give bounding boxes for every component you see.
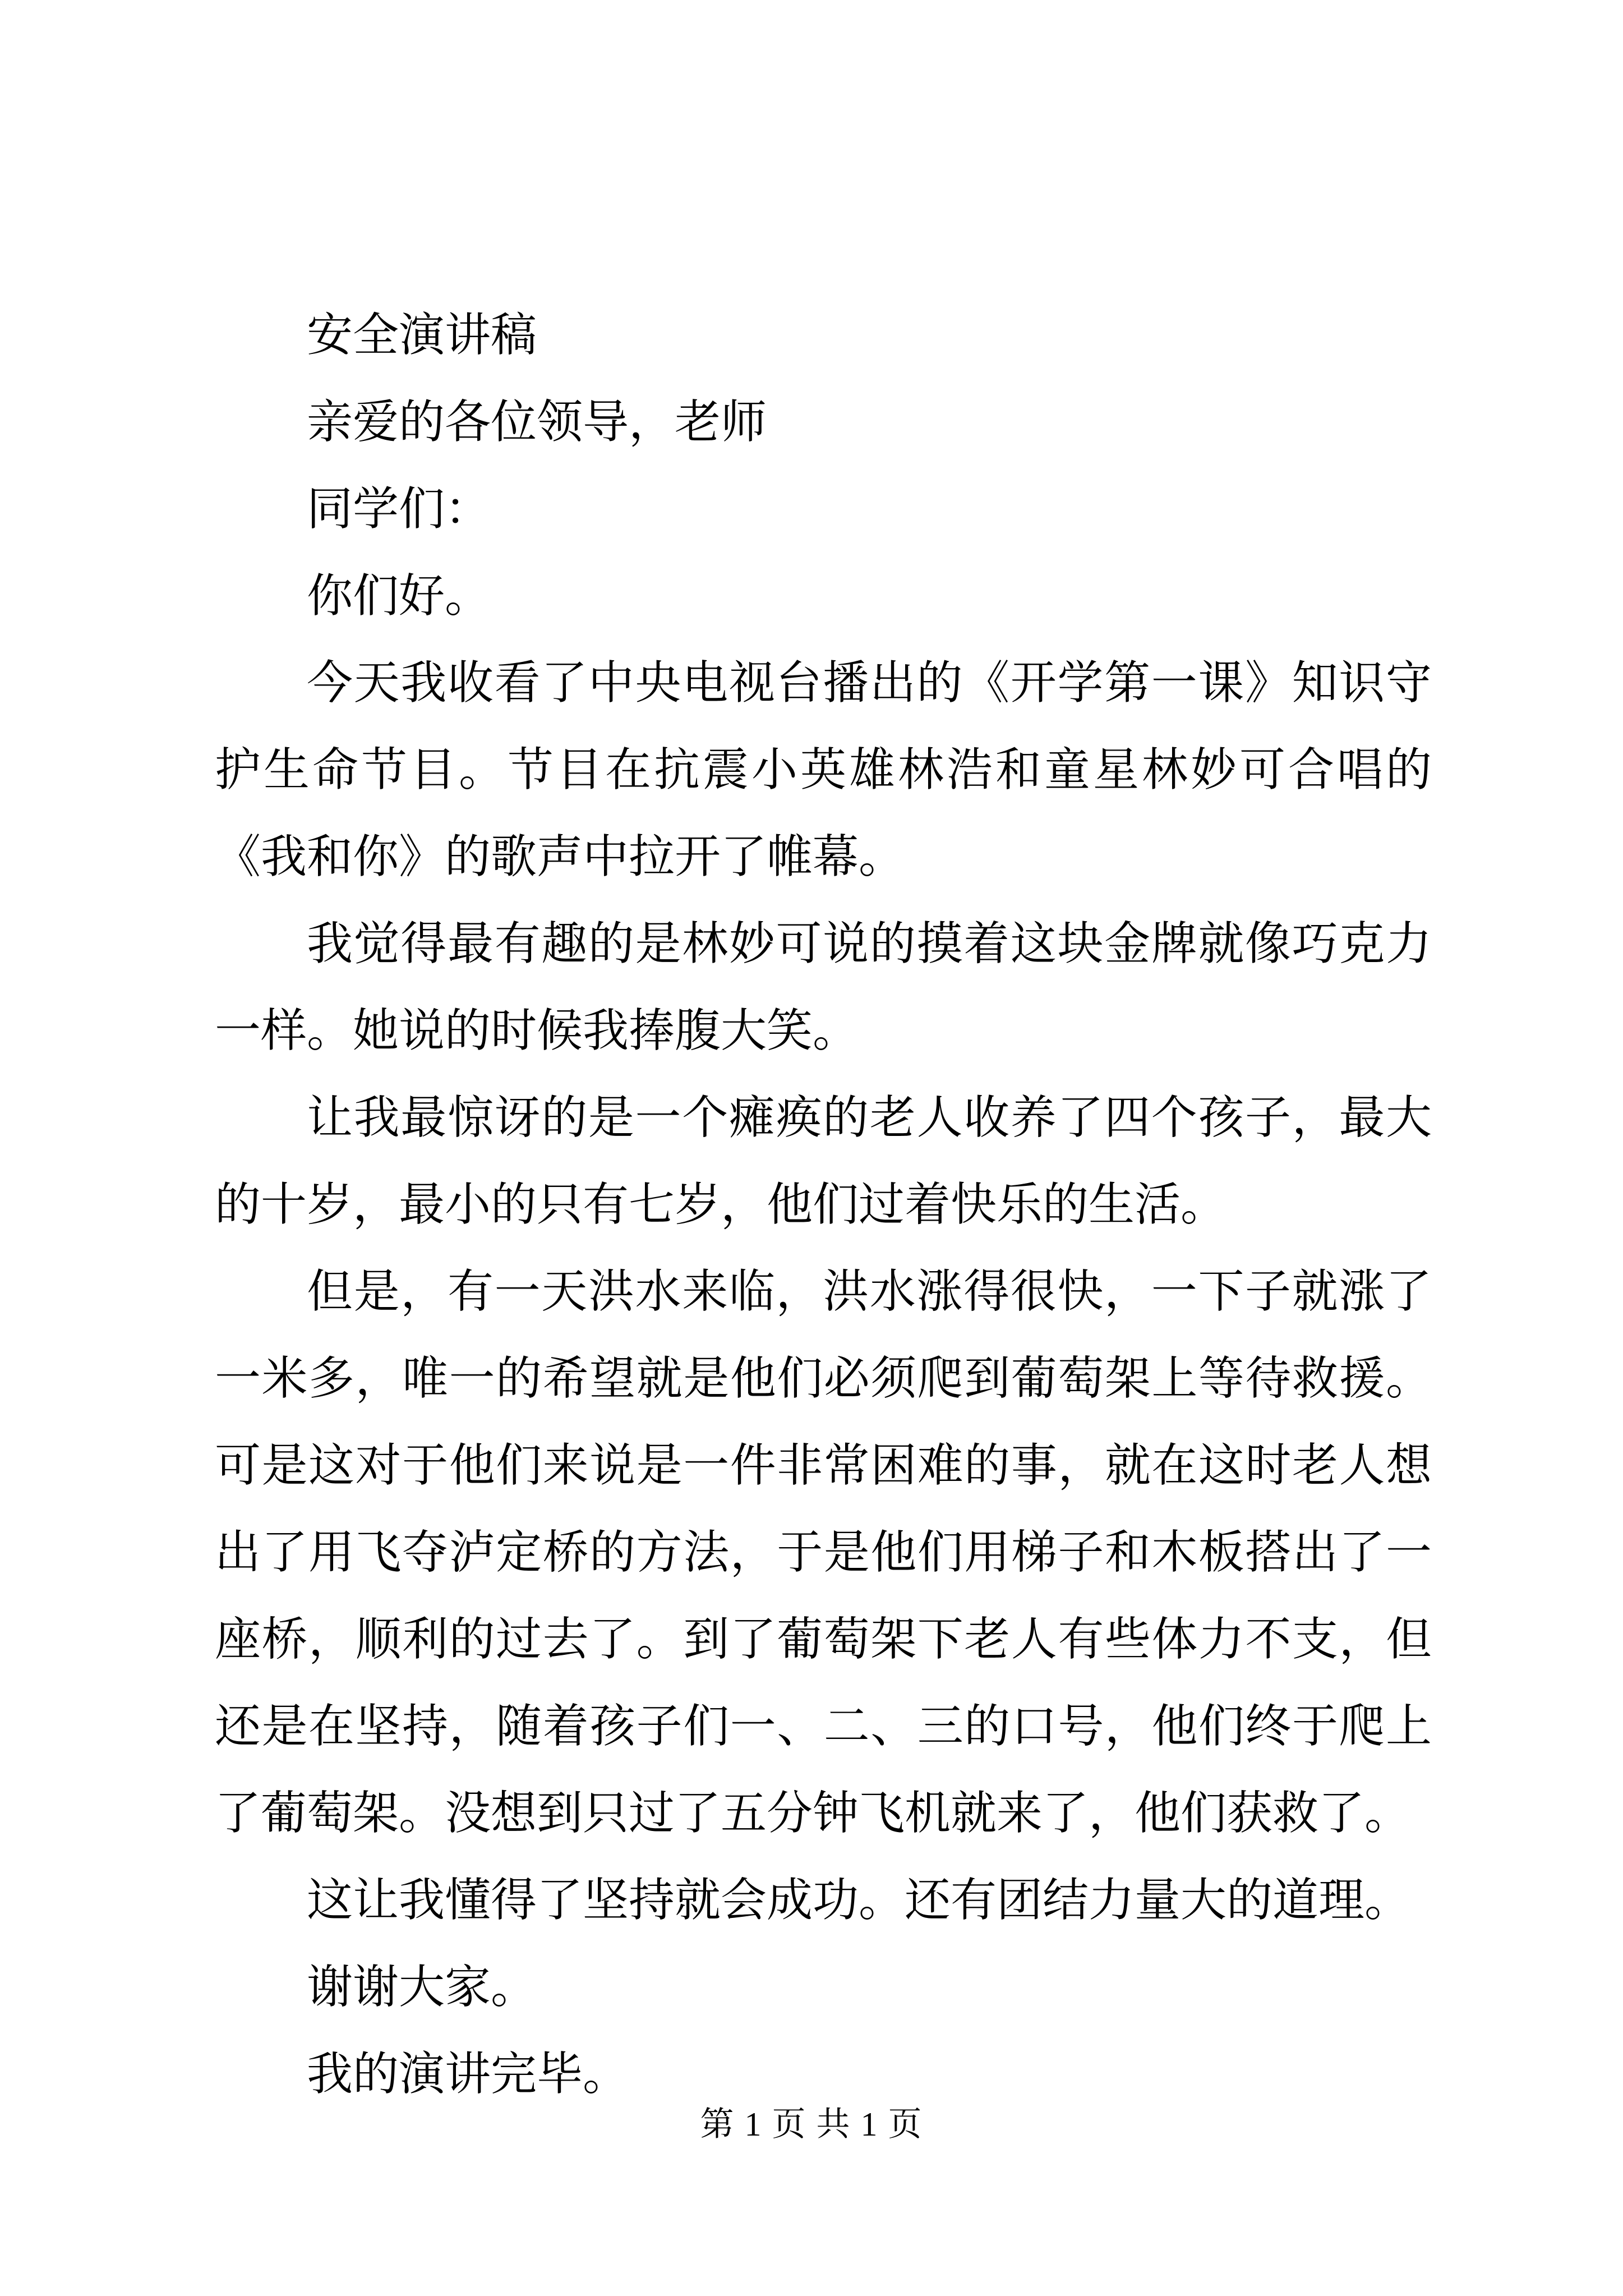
greeting-line-1: 亲爱的各位领导，老师 — [307, 395, 767, 449]
paragraph-2: 我觉得最有趣的是林妙可说的摸着这块金牌就像巧克力一样。她说的时候我捧腹大笑。 — [215, 917, 1432, 1057]
document-body — [215, 292, 1432, 2118]
hello-line: 你们好。 — [307, 569, 491, 623]
paragraph-3: 让我最惊讶的是一个瘫痪的老人收养了四个孩子，最大的十岁，最小的只有七岁，他们过着快乐的生活。 — [215, 1091, 1432, 1231]
paragraph-1: 今天我收看了中央电视台播出的《开学第一课》知识守护生命节目。节目在抗震小英雄林浩和童星林妙可合唱的《我和你》的歌声中拉开了帷幕。 — [215, 656, 1432, 884]
greeting-line-2: 同学们： — [307, 482, 491, 536]
document-title: 安全演讲稿 — [307, 309, 537, 362]
lesson-line: 这让我懂得了坚持就会成功。还有团结力量大的道理。 — [307, 1874, 1411, 1927]
thanks-line: 谢谢大家。 — [307, 1961, 537, 2014]
closing-line: 我的演讲完毕。 — [307, 2047, 629, 2101]
page-footer: 第 1 页 共 1 页 — [700, 2106, 923, 2143]
paragraph-4: 但是，有一天洪水来临，洪水涨得很快，一下子就涨了一米多，唯一的希望就是他们必须爬到葡萄架上等待救援。可是这对于他们来说是一件非常困难的事，就在这时老人想出了用飞夺泸定桥的方法，于是他们用梯子和木板搭出了一座桥，顺利的过去了。到了葡萄架下老人有些体力不支，但还是在坚持，随着孩子们一、二、三的口号，他们终于爬上了葡萄架。没想到只过了五分钟飞机就来了，他们获救了。 — [215, 1265, 1432, 1840]
